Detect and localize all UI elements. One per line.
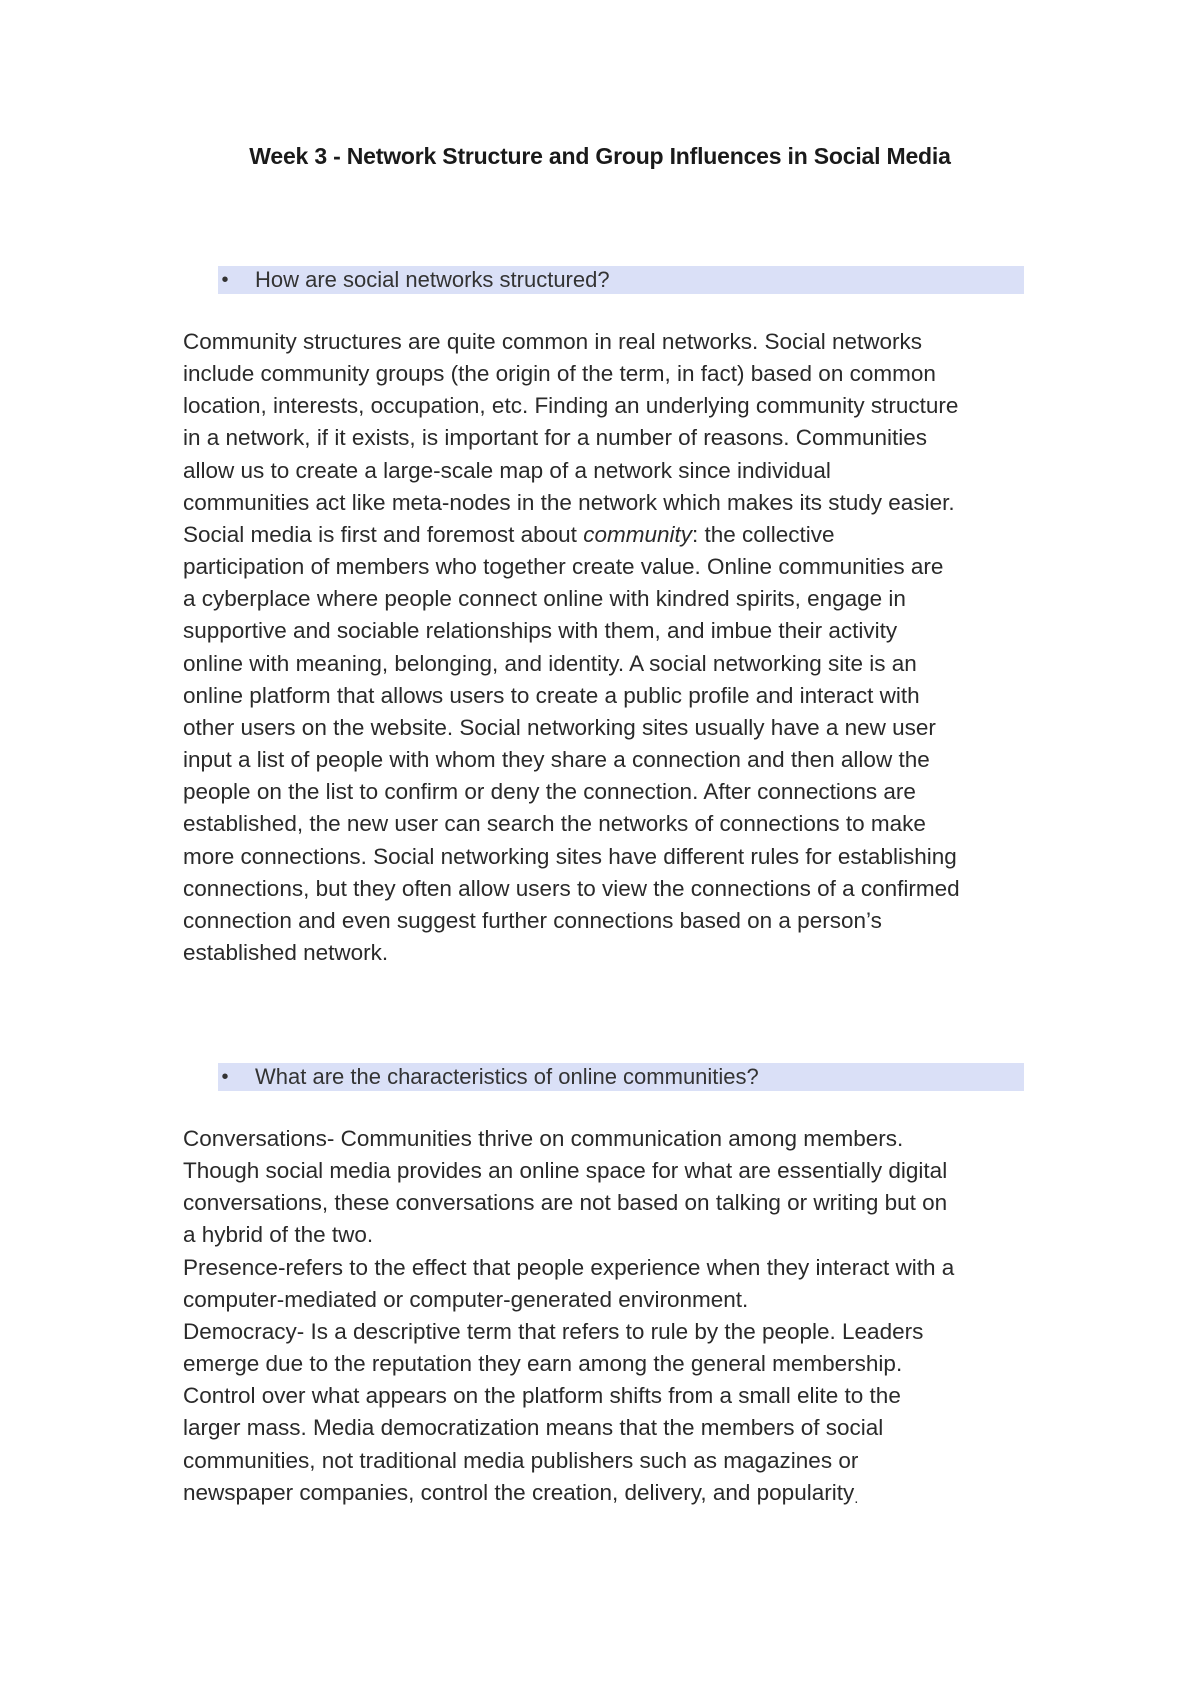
document-title: Week 3 - Network Structure and Group Influences in Social Media <box>249 143 951 169</box>
paragraph-line: in a network, if it exists, is important for a number of reasons. Communities <box>183 425 928 451</box>
paragraph-line-mixed <box>183 519 1043 551</box>
paragraph-line: supportive and sociable relationships with them, and imbue their activity <box>183 618 898 644</box>
paragraph-line: Community structures are quite common in real networks. Social networks <box>183 329 923 354</box>
paragraph-line: input a list of people with whom they share a connection and then allow the <box>183 747 930 773</box>
paragraph-line: more connections. Social networking sites have different rules for establishing <box>183 843 957 869</box>
paragraph-line: connection and even suggest further connections based on a person’s <box>183 907 882 933</box>
paragraph-line: communities act like meta-nodes in the network which makes its study easier. <box>183 489 955 515</box>
paragraph-line: connections, but they often allow users to view the connections of a confirmed <box>183 875 960 901</box>
paragraph-line: online platform that allows users to create a public profile and interact with <box>183 682 920 708</box>
paragraph-line: communities, not traditional media publishers such as magazines or <box>183 1447 859 1473</box>
paragraph-line: allow us to create a large-scale map of a network since individual <box>183 457 831 483</box>
emphasized-word: community <box>583 521 692 547</box>
paragraph-line: larger mass. Media democratization means that the members of social <box>183 1415 884 1441</box>
paragraph-line: a cyberplace where people connect online with kindred spirits, engage in <box>183 586 906 612</box>
period-mark: . <box>854 1489 859 1507</box>
paragraph-line: established, the new user can search the networks of connections to make <box>183 811 926 837</box>
bullet-icon: • <box>221 1066 229 1088</box>
paragraph-line: include community groups (the origin of the term, in fact) based on common <box>183 361 936 387</box>
paragraph-line: location, interests, occupation, etc. Finding an underlying community structure <box>183 393 959 419</box>
question-highlight-2 <box>218 1063 1024 1091</box>
bullet-icon: • <box>221 269 229 291</box>
paragraph-line-last <box>183 1477 1043 1515</box>
paragraph-line: online with meaning, belonging, and identity. A social networking site is an <box>183 650 917 676</box>
paragraph-text: : the collective <box>691 521 835 547</box>
question-text-1: How are social networks structured? <box>255 267 610 292</box>
paragraph-line: emerge due to the reputation they earn among the general membership. <box>183 1351 903 1377</box>
paragraph-line: people on the list to confirm or deny the connection. After connections are <box>183 779 916 805</box>
paragraph-line: Presence-refers to the effect that people experience when they interact with a <box>183 1254 955 1280</box>
paragraph-line: other users on the website. Social networking sites usually have a new user <box>183 714 936 740</box>
answer-paragraph-1 <box>183 326 1043 969</box>
paragraph-text: Social media is first and foremost about <box>183 521 584 547</box>
paragraph-line: Democracy- Is a descriptive term that refers to rule by the people. Leaders <box>183 1318 924 1344</box>
paragraph-line: participation of members who together create value. Online communities are <box>183 554 944 580</box>
paragraph-line: conversations, these conversations are not based on talking or writing but on <box>183 1190 948 1216</box>
paragraph-line: Conversations- Communities thrive on communication among members. <box>183 1126 904 1151</box>
paragraph-line: a hybrid of the two. <box>183 1222 374 1248</box>
question-text-2: What are the characteristics of online communities? <box>255 1064 759 1089</box>
paragraph-line: Though social media provides an online space for what are essentially digital <box>183 1158 948 1184</box>
paragraph-line: computer-mediated or computer-generated environment. <box>183 1286 749 1312</box>
paragraph-line: Control over what appears on the platform shifts from a small elite to the <box>183 1383 901 1409</box>
question-highlight-1 <box>218 266 1024 294</box>
paragraph-text: newspaper companies, control the creation, delivery, and popularity <box>183 1479 855 1505</box>
answer-paragraph-2 <box>183 1123 1043 1515</box>
paragraph-line: established network. <box>183 939 389 965</box>
